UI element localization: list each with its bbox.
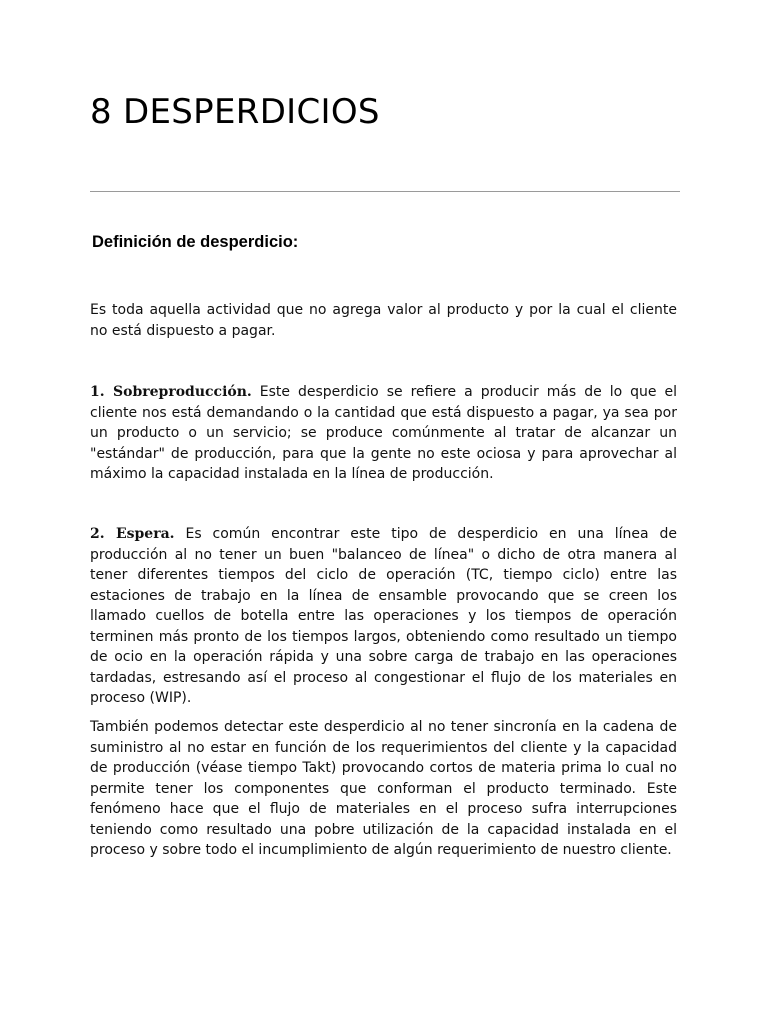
sobreproduccion-term: 1. Sobreproducción. bbox=[90, 384, 252, 400]
espera-paragraph bbox=[90, 524, 677, 709]
sobreproduccion-paragraph bbox=[90, 382, 677, 485]
horizontal-divider bbox=[90, 191, 680, 192]
section-heading: Definición de desperdicio: bbox=[92, 233, 299, 251]
page-title: 8 DESPERDICIOS bbox=[90, 92, 380, 132]
espera-text: Es común encontrar este tipo de desperdicio en una línea de producción al no tener un buen "balanceo de línea" o dicho de otra manera al tener diferentes tiempos del ciclo de operación (TC, tiempo ciclo) entre las estaciones de trabajo en la línea de ensamble provocando que se creen los llamado cuellos de botella entre las operaciones y los tiempos de operación terminen más pronto de los tiempos largos, obteniendo como resultado un tiempo de ocio en la operación rápida y una sobre carga de trabajo en las operaciones tardadas, estresando así el proceso al congestionar el flujo de los materiales en proceso (WIP). bbox=[90, 526, 678, 706]
espera-continuation-paragraph: También podemos detectar este desperdicio al no tener sincronía en la cadena de suministro al no estar en función de los requerimientos del cliente y la capacidad de producción (véase tiempo Takt) provocando cortos de materia prima lo cual no permite tener los componentes que conforman el producto terminado. Este fenómeno hace que el flujo de materiales en el proceso sufra interrupciones teniendo como resultado una pobre utilización de la capacidad instalada en el proceso y sobre todo el incumplimiento de algún requerimiento de nuestro cliente. bbox=[90, 719, 677, 858]
sobreproduccion-text: Este desperdicio se refiere a producir más de lo que el cliente nos está demandando o la cantidad que está dispuesto a pagar, ya sea por un producto o un servicio; se produce comúnmente al tratar de alcanzar un "estándar" de producción, para que la gente no este ociosa y para aprovechar al máximo la capacidad instalada en la línea de producción. bbox=[90, 384, 677, 482]
definition-paragraph: Es toda aquella actividad que no agrega valor al producto y por la cual el cliente no está dispuesto a pagar. bbox=[90, 302, 677, 339]
espera-term: 2. Espera. bbox=[90, 526, 175, 542]
